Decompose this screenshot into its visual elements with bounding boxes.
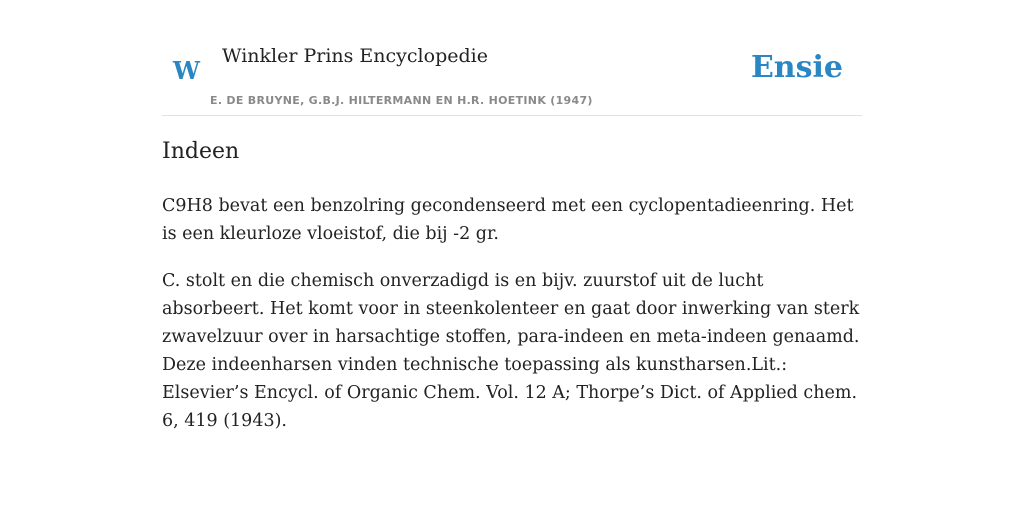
article-paragraph: C. stolt en die chemisch onverzadigd is en bijv. zuurstof uit de lucht absorbeert. Het komt voor in steenkolenteer en gaat door inwerking van sterk zwavelzuur over in harsachtige stoffen, para-indeen en meta-indeen genaamd. Deze indeenharsen vinden technische toepassing als kunstharsen.Lit.: Elsevier’s Encycl. of Organic Chem. Vol. 12 A; Thorpe’s Dict. of Applied chem. 6, 419 (1943). (162, 271, 860, 431)
article-title: Indeen (162, 139, 240, 164)
ensie-brand-link[interactable]: Ensie (750, 50, 843, 85)
article-content (162, 192, 862, 454)
header (162, 0, 862, 116)
book-authors: E. DE BRUYNE, G.B.J. HILTERMANN EN H.R. HOETINK (1947) (210, 94, 593, 107)
article-paragraph: C9H8 bevat een benzolring gecondenseerd met een cyclopentadieenring. Het is een kleurloze vloeistof, die bij -2 gr. (162, 196, 854, 244)
book-title-link[interactable]: Winkler Prins Encyclopedie (222, 45, 488, 67)
page-container (162, 0, 862, 431)
encyclopedia-logo-icon[interactable]: W (173, 56, 200, 85)
